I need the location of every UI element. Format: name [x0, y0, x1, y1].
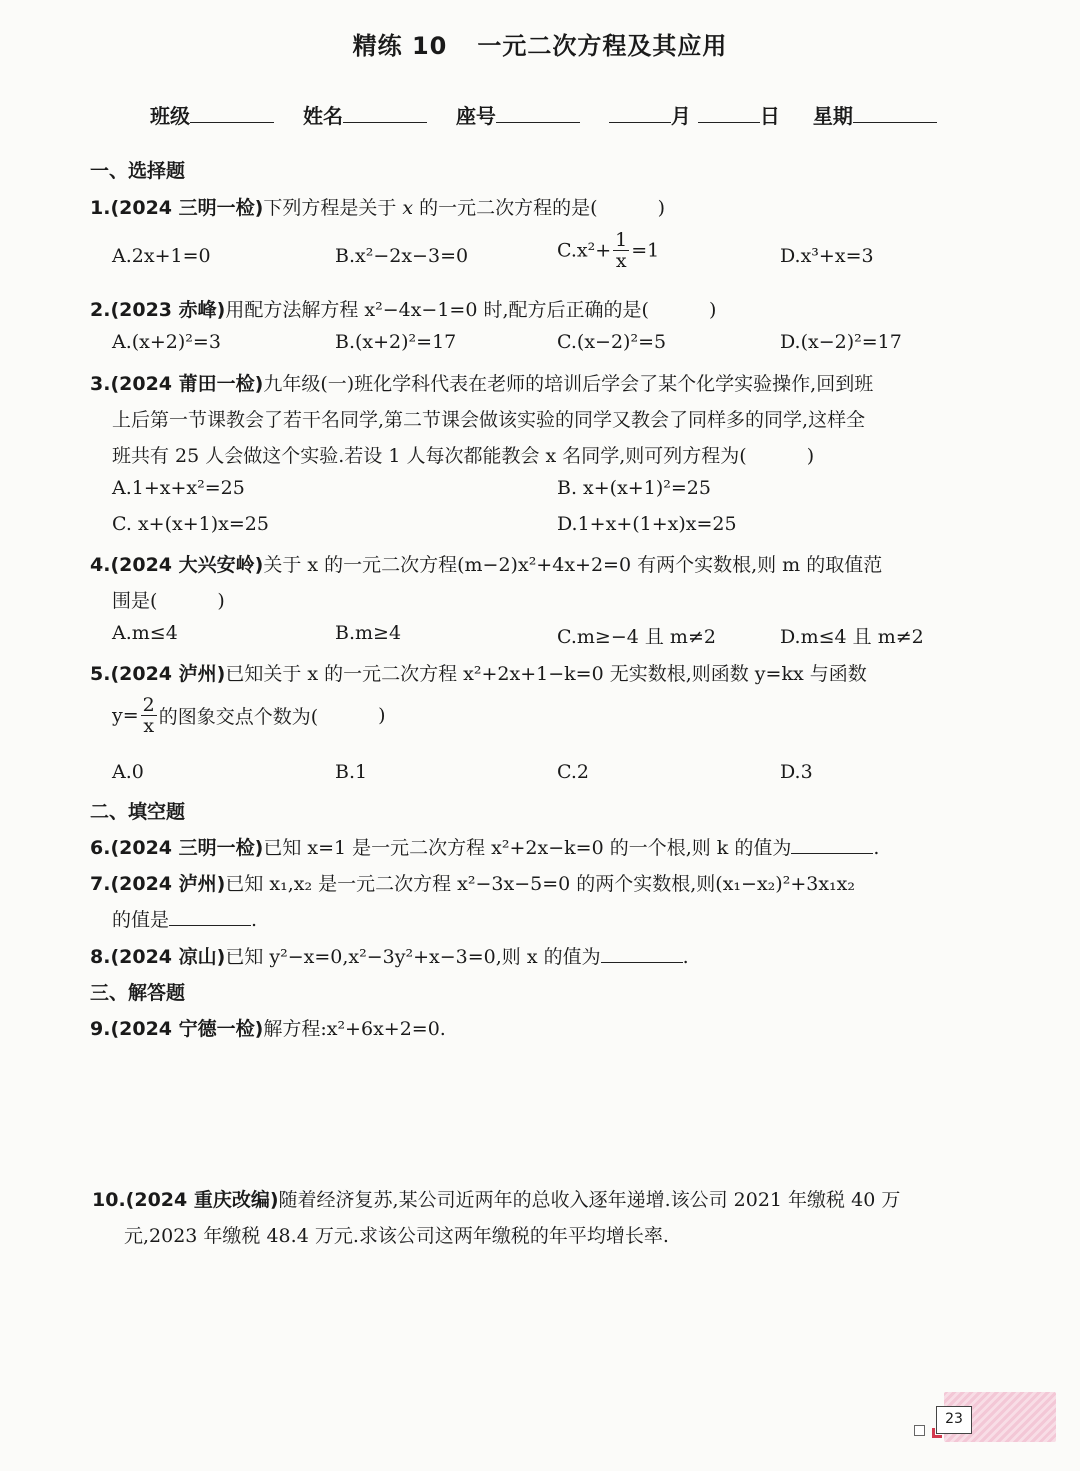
q10-line-1: 10.(2024 重庆改编)随着经济复苏,某公司近两年的总收入逐年递增.该公司 2021 年缴税 40 万: [92, 1189, 901, 1211]
q2-option-d: D.(x−2)²=17: [780, 331, 902, 353]
q8-stem: 8.(2024 凉山)已知 y²−x=0,x²−3y²+x−3=0,则 x 的值为 .: [90, 946, 689, 968]
q7-line-2: 的值是 .: [112, 909, 258, 931]
q2-option-c: C.(x−2)²=5: [557, 331, 667, 353]
q7-line-1: 7.(2024 泸州)已知 x₁,x₂ 是一元二次方程 x²−3x−5=0 的两个实数根,则(x₁−x₂)²+3x₁x₂: [90, 873, 856, 895]
section-fill: 二、填空题: [90, 801, 186, 823]
q4-option-b: B.m≥4: [335, 622, 402, 644]
q10-line-2: 元,2023 年缴税 48.4 万元.求该公司这两年缴税的年平均增长率.: [124, 1225, 669, 1247]
q1-option-c: C.x²+ $\frac{1}{x}$ =1: [557, 229, 660, 272]
title-sub: 一元二次方程及其应用: [477, 32, 728, 60]
page-title: [0, 26, 1080, 61]
q1-option-a: A.2x+1=0: [112, 245, 211, 267]
q4-line-2: 围是( ): [112, 590, 225, 612]
square-icon: [914, 1425, 925, 1436]
q9-answer-area[interactable]: [90, 1045, 970, 1175]
q4-option-d: D.m≤4 且 m≠2: [780, 626, 924, 648]
title-main: 精练 10: [352, 32, 448, 60]
q5-option-d: D.3: [780, 761, 813, 783]
q5-line-1: 5.(2024 泸州)已知关于 x 的一元二次方程 x²+2x+1−k=0 无实数根,则函数 y=kx 与函数: [90, 663, 867, 685]
q3-line-2: 上后第一节课教会了若干名同学,第二节课会做该实验的同学又教会了同样多的同学,这样全: [112, 409, 866, 431]
q5-option-b: B.1: [335, 761, 368, 783]
q1-stem: 1.(2024 三明一检)下列方程是关于 x 的一元二次方程的是( ): [90, 197, 665, 219]
class-field: 班级: [150, 104, 274, 128]
month-field: 月: [609, 104, 691, 128]
q4-line-1: 4.(2024 大兴安岭)关于 x 的一元二次方程(m−2)x²+4x+2=0 有两个实数根,则 m 的取值范: [90, 554, 883, 576]
class-blank[interactable]: [190, 105, 274, 123]
name-blank[interactable]: [343, 105, 427, 123]
q7-answer-blank[interactable]: [169, 908, 251, 926]
page-number-badge: [910, 1392, 1055, 1444]
q4-option-c: C.m≥−4 且 m≠2: [557, 626, 716, 648]
q3-line-3: 班共有 25 人会做这个实验.若设 1 人每次都能教会 x 名同学,则可列方程为( ): [112, 445, 815, 467]
q3-option-a: A.1+x+x²=25: [112, 477, 245, 499]
q5-option-a: A.0: [112, 761, 144, 783]
q10-answer-area[interactable]: [90, 1255, 970, 1375]
q3-option-b: B. x+(x+1)²=25: [557, 477, 711, 499]
q8-answer-blank[interactable]: [601, 945, 683, 963]
q1-option-b: B.x²−2x−3=0: [335, 245, 469, 267]
weekday-blank[interactable]: [853, 105, 937, 123]
q5-option-c: C.2: [557, 761, 589, 783]
section-solve: 三、解答题: [90, 982, 186, 1004]
q1-option-d: D.x³+x=3: [780, 245, 874, 267]
q3-option-d: D.1+x+(1+x)x=25: [557, 513, 737, 535]
name-field: 姓名: [303, 104, 427, 128]
q6-answer-blank[interactable]: [791, 836, 873, 854]
q2-option-a: A.(x+2)²=3: [112, 331, 221, 353]
month-blank[interactable]: [609, 105, 671, 123]
q3-option-c: C. x+(x+1)x=25: [112, 513, 269, 535]
q2-stem: 2.(2023 赤峰)用配方法解方程 x²−4x−1=0 时,配方后正确的是( ): [90, 299, 717, 321]
day-blank[interactable]: [698, 105, 760, 123]
day-field: 日: [698, 104, 780, 128]
page-number: 23: [936, 1406, 972, 1434]
weekday-field: 星期: [813, 104, 937, 128]
q5-line-2: y= $\frac{2}{x}$ 的图象交点个数为( ): [112, 694, 386, 737]
q4-option-a: A.m≤4: [112, 622, 178, 644]
section-choice: 一、选择题: [90, 160, 186, 182]
seat-field: 座号: [456, 104, 580, 128]
q2-option-b: B.(x+2)²=17: [335, 331, 457, 353]
q6-stem: 6.(2024 三明一检)已知 x=1 是一元二次方程 x²+2x−k=0 的一个根,则 k 的值为 .: [90, 837, 880, 859]
q3-line-1: 3.(2024 莆田一检)九年级(一)班化学科代表在老师的培训后学会了某个化学实验操作,回到班: [90, 373, 874, 395]
seat-blank[interactable]: [496, 105, 580, 123]
q9-stem: 9.(2024 宁德一检)解方程:x²+6x+2=0.: [90, 1018, 446, 1040]
student-info-row: [150, 100, 930, 129]
